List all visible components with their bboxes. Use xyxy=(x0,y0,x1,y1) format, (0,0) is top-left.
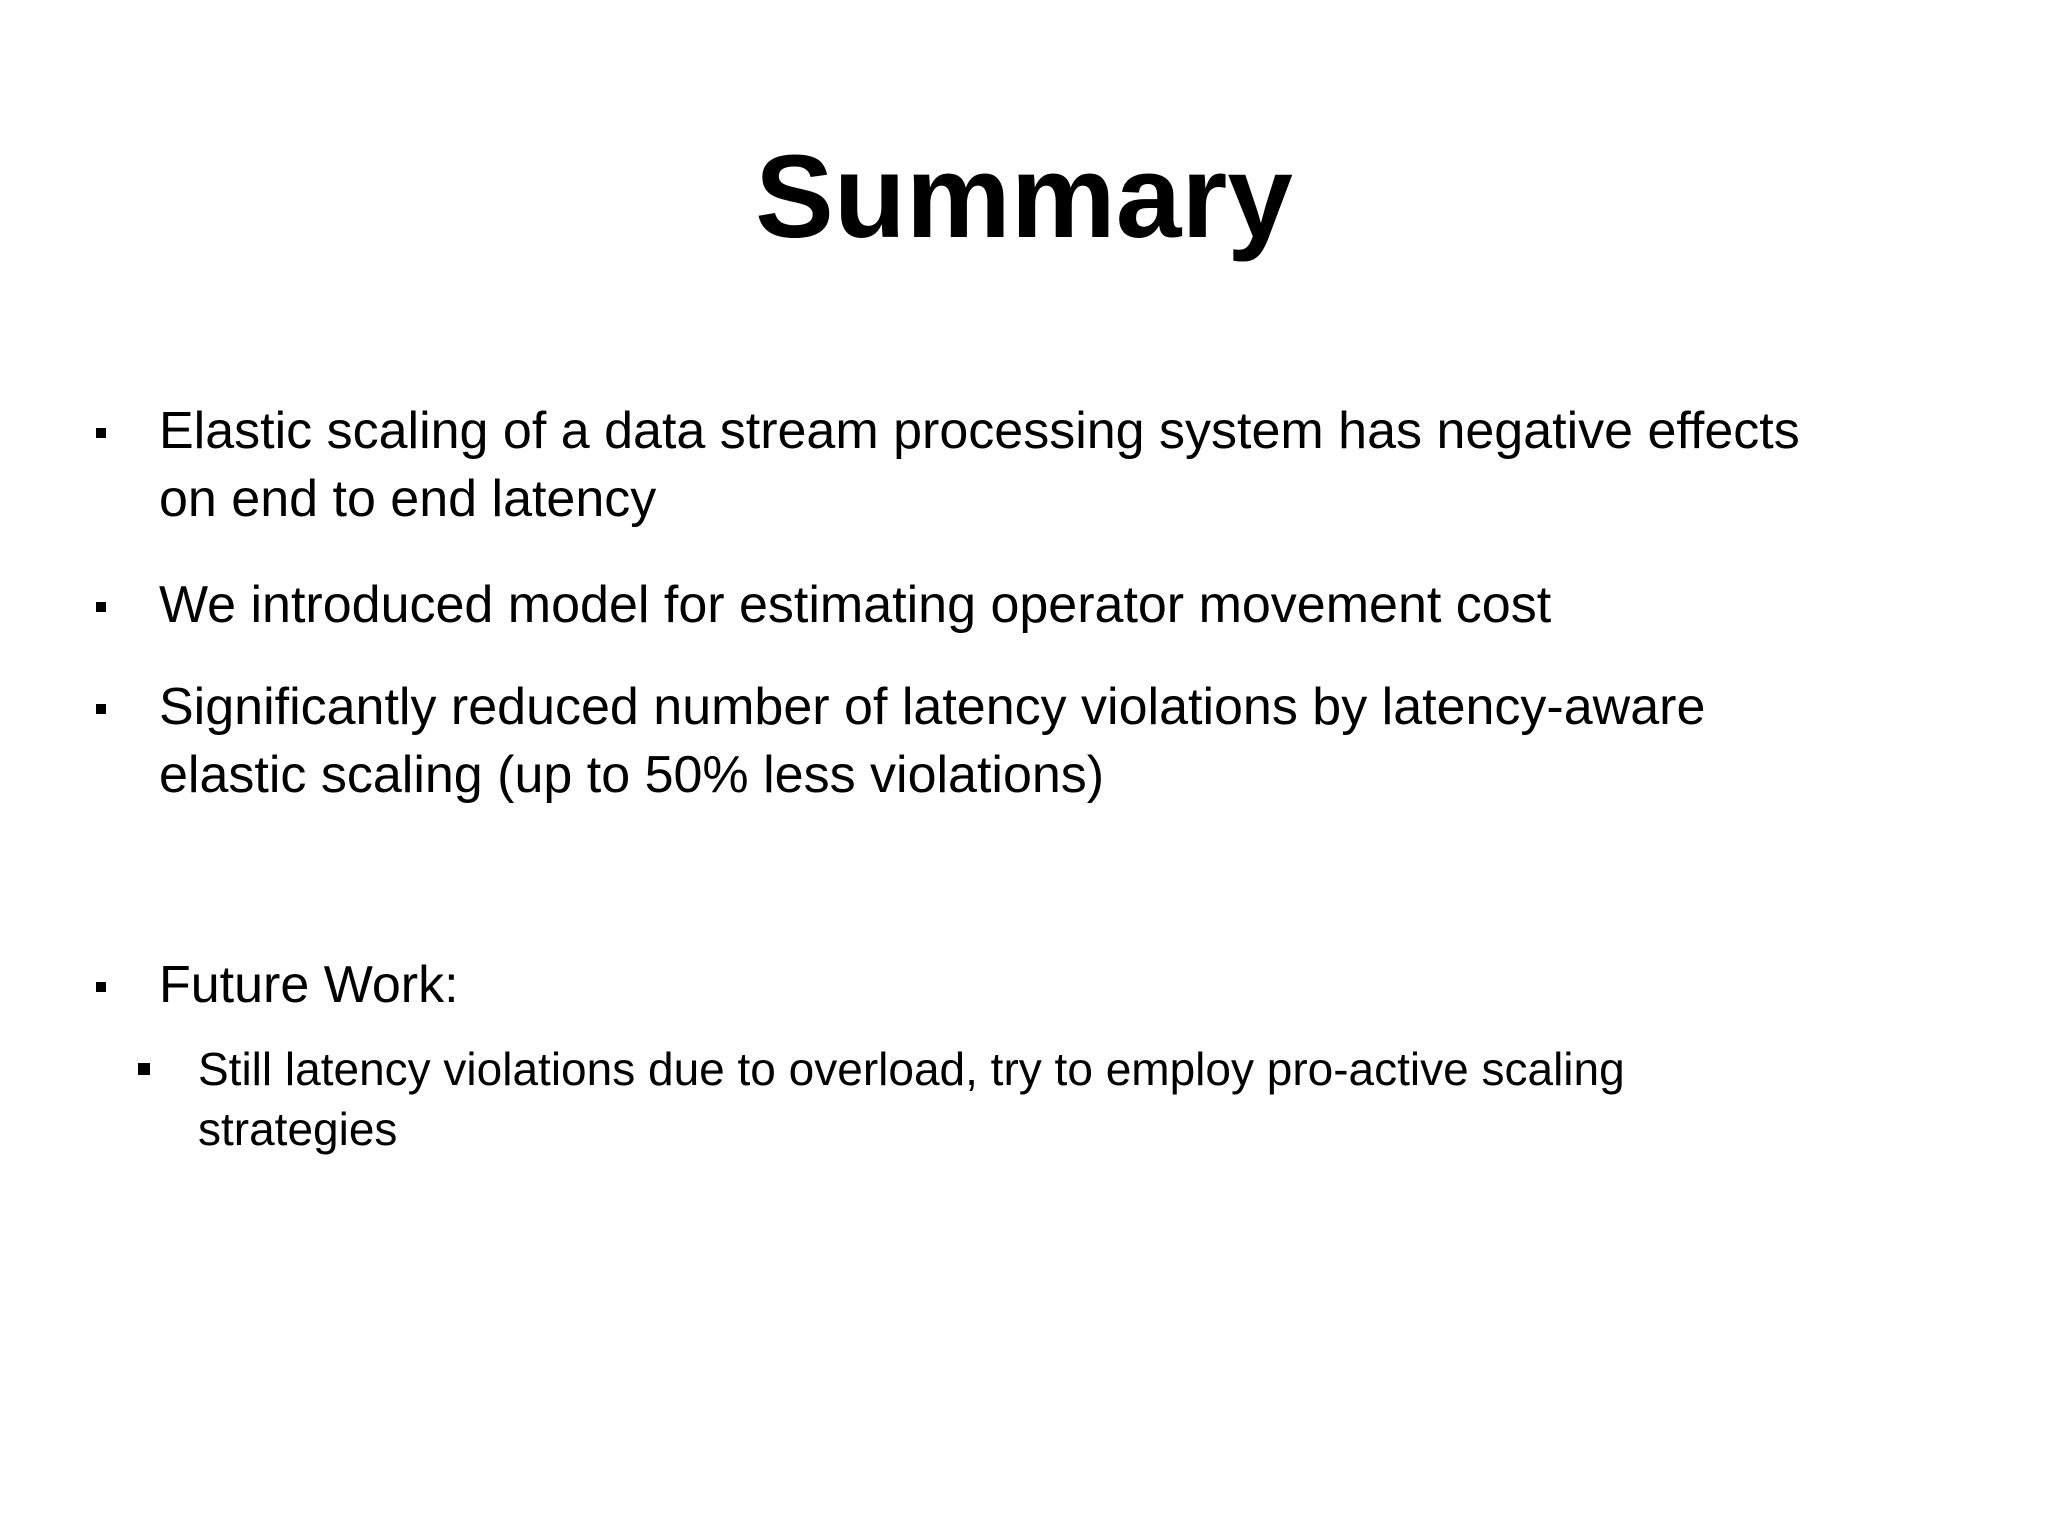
square-bullet-icon xyxy=(96,704,106,714)
bullet-line: Significantly reduced number of latency violations by latency-aware xyxy=(159,678,1706,736)
bullet-text xyxy=(159,951,2048,1019)
bullet-line: We introduced model for estimating operator movement cost xyxy=(159,576,1552,634)
square-bullet-icon xyxy=(138,1063,150,1075)
bullet-text xyxy=(159,571,2048,639)
bullet-line: elastic scaling (up to 50% less violations) xyxy=(159,746,1105,804)
bullet-line: on end to end latency xyxy=(159,470,657,528)
bullet-text xyxy=(159,397,2048,533)
sub-bullet-text xyxy=(198,1039,1918,1159)
sub-bullet-line: strategies xyxy=(198,1103,398,1155)
square-bullet-icon xyxy=(96,982,106,992)
bullet-line: Elastic scaling of a data stream processing system has negative effects xyxy=(159,402,1800,460)
square-bullet-icon xyxy=(96,602,106,612)
square-bullet-icon xyxy=(96,428,106,438)
sub-bullet-line: Still latency violations due to overload, try to employ pro-active scaling xyxy=(198,1043,1625,1095)
slide-title: Summary xyxy=(755,131,1293,263)
bullet-line: Future Work: xyxy=(159,956,459,1014)
bullet-text xyxy=(159,673,2048,809)
